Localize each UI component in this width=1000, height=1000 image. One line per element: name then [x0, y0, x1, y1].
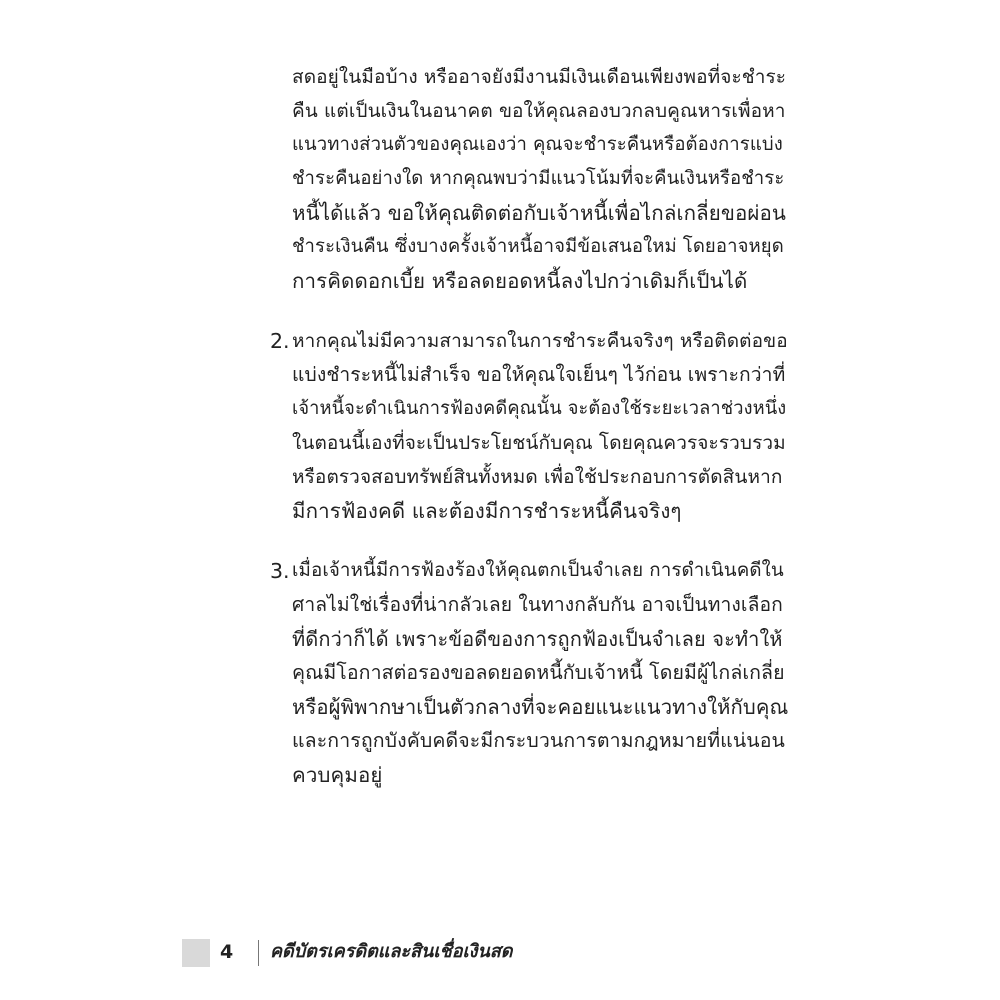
- text-line: แนวทางส่วนตัวของคุณเองว่า คุณจะชำระคืนหรือต้องการแบ่ง: [292, 134, 783, 155]
- text-line: หรือตรวจสอบทรัพย์สินทั้งหมด เพื่อใช้ประกอบการตัดสินหาก: [292, 466, 783, 488]
- text-line: มีการฟ้องคดี และต้องมีการชำระหนี้คืนจริงๆ: [292, 499, 682, 523]
- text-line: การคิดดอกเบี้ย หรือลดยอดหนี้ลงไปกว่าเดิมก็เป็นได้: [292, 269, 748, 293]
- page-number: 4: [220, 941, 234, 963]
- text-line: เมื่อเจ้าหนี้มีการฟ้องร้องให้คุณตกเป็นจำเลย การดำเนินคดีใน: [292, 560, 784, 581]
- text-line: หากคุณไม่มีความสามารถในการชำระคืนจริงๆ หรือติดต่อขอ: [292, 330, 788, 352]
- text-line: และการถูกบังคับคดีจะมีกระบวนการตามกฎหมายที่แน่นอน: [292, 729, 785, 752]
- text-line: ชำระเงินคืน ซึ่งบางครั้งเจ้าหนี้อาจมีข้อเสนอใหม่ โดยอาจหยุด: [292, 236, 784, 257]
- text-line: ชำระคืนอย่างใด หากคุณพบว่ามีแนวโน้มที่จะคืนเงินหรือชำระ: [292, 168, 785, 189]
- footer-marker: [182, 939, 210, 967]
- footer-divider: [258, 940, 259, 966]
- text-line: เจ้าหนี้จะดำเนินการฟ้องคดีคุณนั้น จะต้องใช้ระยะเวลาช่วงหนึ่ง: [292, 398, 787, 419]
- text-line: แบ่งชำระหนี้ไม่สำเร็จ ขอให้คุณใจเย็นๆ ไว้ก่อน เพราะกว่าที่: [292, 363, 786, 386]
- text-line: คุณมีโอกาสต่อรองขอลดยอดหนี้กับเจ้าหนี้ โดยมีผู้ไกล่เกลี่ย: [292, 661, 785, 684]
- text-line: ควบคุมอยู่: [292, 763, 383, 787]
- text-line: ในตอนนี้เองที่จะเป็นประโยชน์กับคุณ โดยคุณควรจะรวบรวม: [292, 432, 786, 454]
- list-number: 3.: [270, 559, 290, 583]
- list-number: 2.: [270, 329, 290, 353]
- text-line: หนี้ได้แล้ว ขอให้คุณติดต่อกับเจ้าหนี้เพื่อไกล่เกลี่ยขอผ่อน: [292, 201, 787, 225]
- book-title: คดีบัตรเครดิตและสินเชื่อเงินสด: [270, 941, 513, 962]
- text-line: คืน แต่เป็นเงินในอนาคต ขอให้คุณลองบวกลบคูณหารเพื่อหา: [292, 100, 786, 122]
- text-line: ศาลไม่ใช่เรื่องที่น่ากลัวเลย ในทางกลับกัน อาจเป็นทางเลือก: [292, 593, 783, 616]
- text-line: ที่ดีกว่าก็ได้ เพราะข้อดีของการถูกฟ้องเป็นจำเลย จะทำให้: [292, 627, 783, 651]
- text-line: หรือผู้พิพากษาเป็นตัวกลางที่จะคอยแนะแนวทางให้กับคุณ: [292, 695, 789, 719]
- text-line: สดอยู่ในมือบ้าง หรืออาจยังมีงานมีเงินเดือนเพียงพอที่จะชำระ: [292, 66, 787, 88]
